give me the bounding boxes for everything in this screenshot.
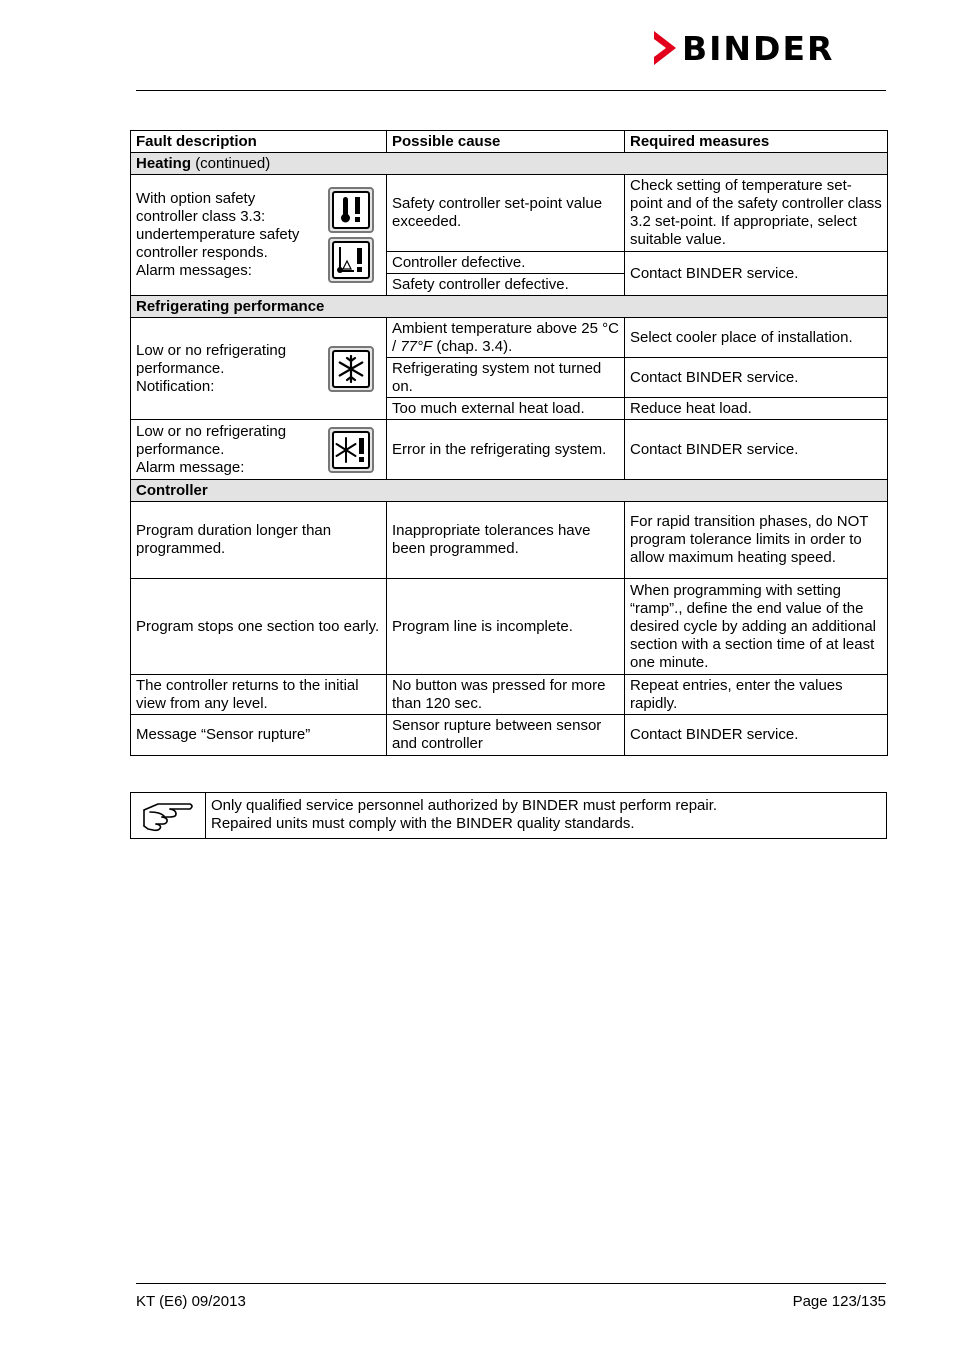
table-header-row <box>131 131 888 153</box>
measure-cell: Contact BINDER service. <box>625 252 888 296</box>
thermometer-alarm-icon <box>328 187 374 233</box>
fault-text: Low or no refrigerating performance. <box>136 422 287 458</box>
fault-cell <box>131 175 387 296</box>
undertemperature-alarm-icon <box>328 237 374 283</box>
table-row <box>131 715 888 756</box>
measure-cell: Contact BINDER service. <box>625 420 888 480</box>
fault-text-alarm: Alarm message: <box>136 458 245 476</box>
cause-cell: Safety controller defective. <box>387 274 625 296</box>
page-number: Page 123/135 <box>792 1293 886 1310</box>
fault-cell: Program stops one section too early. <box>131 579 387 675</box>
cause-cell: Ambient temperature above 25 °C / 77°F (chap. 3.4). <box>387 318 625 358</box>
section-heating: Heating (continued) <box>131 153 888 175</box>
measure-cell: For rapid transition phases, do NOT program tolerance limits in order to allow maximum heating speed. <box>625 502 888 579</box>
header-possible-cause: Possible cause <box>387 131 625 153</box>
section-heading-row <box>131 296 888 318</box>
table-row <box>131 175 888 252</box>
fault-cell: Message “Sensor rupture” <box>131 715 387 756</box>
fault-cell <box>131 318 387 420</box>
fault-text-alarm: Alarm messages: <box>136 262 252 279</box>
header-fault-description: Fault description <box>131 131 387 153</box>
binder-triangle-logo-icon <box>652 29 678 67</box>
cause-cell: Sensor rupture between sensor and controller <box>387 715 625 756</box>
snowflake-alarm-icon <box>328 427 374 473</box>
cause-cell: Error in the refrigerating system. <box>387 420 625 480</box>
section-heading-row <box>131 480 888 502</box>
pointing-hand-icon <box>131 793 206 838</box>
fault-cell: Program duration longer than programmed. <box>131 502 387 579</box>
cause-cell: Too much external heat load. <box>387 398 625 420</box>
cause-cell: Refrigerating system not turned on. <box>387 358 625 398</box>
binder-logo <box>652 28 834 68</box>
measure-cell: Contact BINDER service. <box>625 715 888 756</box>
note-line: Only qualified service personnel authorized by BINDER must perform repair. <box>211 797 718 814</box>
section-heading-row <box>131 153 888 175</box>
measure-cell: Reduce heat load. <box>625 398 888 420</box>
cause-cell: Controller defective. <box>387 252 625 274</box>
note-box <box>130 792 887 839</box>
fault-cell <box>131 420 387 480</box>
table-row <box>131 502 888 579</box>
fault-table <box>130 130 888 756</box>
fault-text: With option safety controller class 3.3: undertemperature safety controller responds. <box>136 190 300 261</box>
section-refrigerating: Refrigerating performance <box>131 296 888 318</box>
measure-cell: Contact BINDER service. <box>625 358 888 398</box>
table-row <box>131 318 888 358</box>
cause-cell: Safety controller set-point value exceeded. <box>387 175 625 252</box>
table-row <box>131 675 888 715</box>
document-id: KT (E6) 09/2013 <box>136 1293 246 1310</box>
note-text <box>206 793 722 838</box>
cause-cell: Inappropriate tolerances have been programmed. <box>387 502 625 579</box>
section-controller: Controller <box>131 480 888 502</box>
header-divider <box>136 90 886 91</box>
measure-cell: Check setting of temperature set-point and of the safety controller class 3.2 set-point. If appropriate, select suitable value. <box>625 175 888 252</box>
footer-divider <box>136 1283 886 1284</box>
fault-text-notification: Notification: <box>136 377 215 395</box>
note-line: Repaired units must comply with the BINDER quality standards. <box>211 815 635 832</box>
fault-text: Low or no refrigerating performance. <box>136 341 287 377</box>
header-required-measures: Required measures <box>625 131 888 153</box>
table-row <box>131 579 888 675</box>
fault-cell: The controller returns to the initial view from any level. <box>131 675 387 715</box>
cause-cell: Program line is incomplete. <box>387 579 625 675</box>
brand-name: BINDER <box>682 28 835 68</box>
measure-cell: Select cooler place of installation. <box>625 318 888 358</box>
measure-cell: Repeat entries, enter the values rapidly. <box>625 675 888 715</box>
snowflake-icon <box>328 346 374 392</box>
cause-cell: No button was pressed for more than 120 sec. <box>387 675 625 715</box>
measure-cell: When programming with setting “ramp”., define the end value of the desired cycle by adding an additional section with a section time of at least one minute. <box>625 579 888 675</box>
table-row <box>131 420 888 480</box>
